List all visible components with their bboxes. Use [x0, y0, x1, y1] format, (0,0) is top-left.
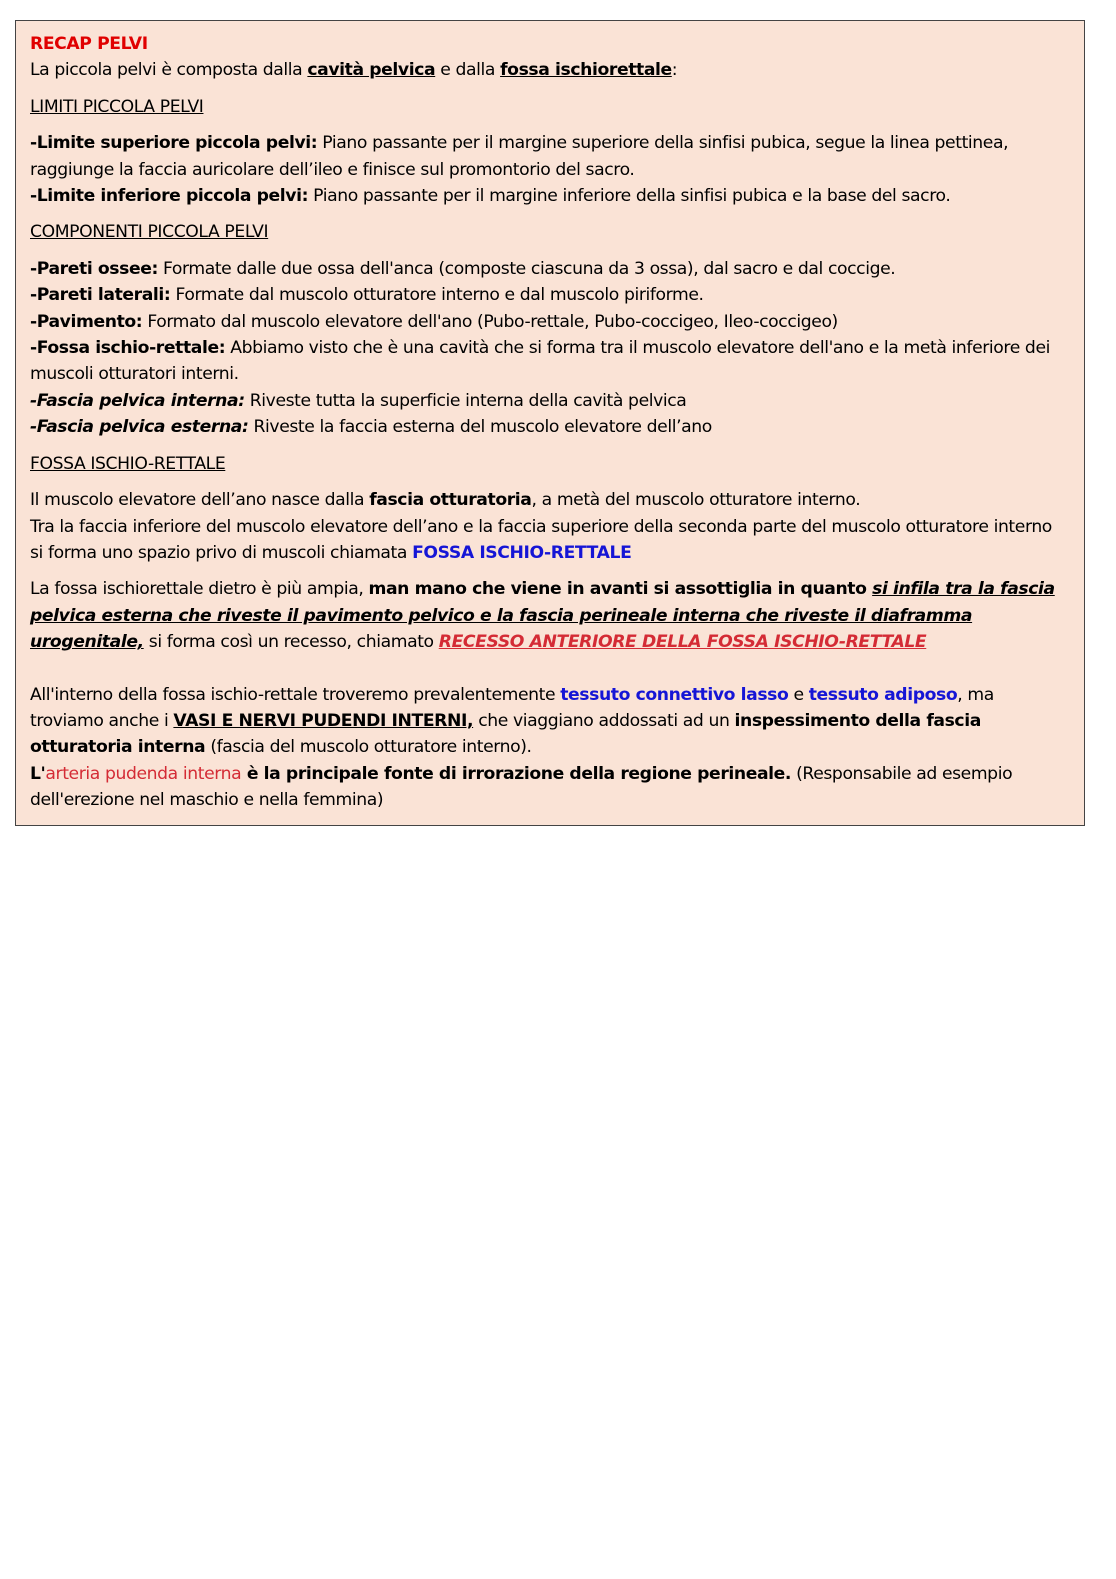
component-item: [30, 256, 1068, 282]
components-heading: COMPONENTI PICCOLA PELVI: [30, 222, 269, 243]
limit-superior: [30, 130, 1068, 183]
limit-superior-text: Piano passante per il margine superiore della sinfisi pubica, segue la linea pettinea, raggiunge la faccia auricolare dell’ileo e finisce sul promontorio del sacro.: [30, 133, 1009, 180]
fossa-paragraph-4: [30, 682, 1068, 761]
component-text: Formate dal muscolo otturatore interno e dal muscolo piriforme.: [170, 285, 704, 306]
component-text: Formato dal muscolo elevatore dell'ano (Pubo-rettale, Pubo-coccigeo, Ileo-coccigeo): [142, 311, 838, 332]
component-item: [30, 282, 1068, 308]
fossa-term-blue: tessuto connettivo lasso: [560, 684, 789, 705]
component-label: -Fossa ischio-rettale:: [30, 338, 226, 359]
limit-inferior-text: Piano passante per il margine inferiore della sinfisi pubica e la base del sacro.: [308, 186, 951, 207]
fossa-term-italic: si infila tra la fascia pelvica esterna che riveste il pavimento pelvico e la fascia perineale interna che riveste il diaframma urogenitale,: [30, 579, 1055, 653]
fossa-text: e: [788, 684, 809, 705]
limits-heading: LIMITI PICCOLA PELVI: [30, 96, 204, 117]
fossa-text: che viaggiano addossati ad un: [473, 710, 735, 731]
fossa-paragraph-2: [30, 514, 1068, 567]
fossa-text: Tra la faccia inferiore del muscolo elevatore dell’ano e la faccia superiore della seconda parte del muscolo otturatore interno si forma uno spazio privo di muscoli chiamata: [30, 516, 1052, 563]
fossa-text: All'interno della fossa ischio-rettale troveremo prevalentemente: [30, 684, 561, 705]
limit-superior-label: -Limite superiore piccola pelvi:: [30, 133, 318, 154]
fossa-term: L': [30, 763, 46, 784]
fossa-paragraph-3: [30, 576, 1068, 655]
intro-term-cavita: cavità pelvica: [307, 60, 436, 81]
fossa-term-red: RECESSO ANTERIORE DELLA FOSSA ISCHIO-RETTALE: [438, 632, 927, 653]
component-item: [30, 335, 1068, 388]
component-label: -Pavimento:: [30, 311, 143, 332]
component-text: Abbiamo visto che è una cavità che si forma tra il muscolo elevatore dell'ano e la metà inferiore dei muscoli otturatori interni.: [30, 338, 1050, 385]
fossa-term: fascia otturatoria: [369, 490, 532, 511]
fossa-term: è la principale fonte di irrorazione della regione perineale.: [241, 763, 792, 784]
limit-inferior: [30, 183, 1068, 209]
fossa-term: inspessimento della fascia otturatoria interna: [30, 710, 981, 758]
fossa-paragraph-1: [30, 487, 1068, 513]
fossa-heading: FOSSA ISCHIO-RETTALE: [30, 453, 226, 474]
fossa-term-red: arteria pudenda interna: [45, 763, 242, 784]
fossa-text: La fossa ischiorettale dietro è più ampia,: [30, 579, 369, 600]
fossa-text: Il muscolo elevatore dell’ano nasce dalla: [30, 490, 370, 511]
fossa-text: (Responsabile ad esempio dell'erezione nel maschio e nella femmina): [30, 763, 1013, 811]
fossa-text: , ma troviamo anche i: [30, 684, 994, 731]
component-label: -Pareti laterali:: [30, 285, 171, 306]
fossa-text: si forma così un recesso, chiamato: [143, 632, 439, 653]
recap-box: [15, 20, 1085, 826]
fossa-term: VASI E NERVI PUDENDI INTERNI,: [173, 710, 474, 731]
fossa-term-blue: FOSSA ISCHIO-RETTALE: [412, 542, 632, 563]
intro-text: :: [671, 60, 678, 81]
fossa-term-blue: tessuto adiposo: [808, 684, 958, 705]
fossa-text: , a metà del muscolo otturatore interno.: [531, 490, 861, 511]
component-item: [30, 414, 1068, 440]
intro-term-fossa: fossa ischiorettale: [500, 60, 672, 81]
page-title: RECAP PELVI: [30, 34, 148, 54]
component-item: [30, 388, 1068, 414]
fossa-paragraph-5: [30, 761, 1068, 814]
component-text: Formate dalle due ossa dell'anca (composte ciascuna da 3 ossa), dal sacro e dal coccige.: [157, 258, 896, 279]
component-label: -Fascia pelvica interna:: [30, 390, 245, 411]
intro-paragraph: [30, 57, 1068, 83]
component-label: -Fascia pelvica esterna:: [30, 417, 249, 438]
component-text: Riveste la faccia esterna del muscolo elevatore dell’ano: [248, 417, 712, 438]
limit-inferior-label: -Limite inferiore piccola pelvi:: [30, 186, 309, 207]
fossa-term: man mano che viene in avanti si assottiglia in quanto: [368, 579, 873, 600]
fossa-text: (fascia del muscolo otturatore interno).: [205, 737, 532, 758]
component-text: Riveste tutta la superficie interna della cavità pelvica: [244, 390, 687, 411]
component-label: -Pareti ossee:: [30, 258, 158, 279]
intro-text: La piccola pelvi è composta dalla: [30, 60, 308, 81]
intro-text: e dalla: [435, 60, 501, 81]
component-item: [30, 309, 1068, 335]
